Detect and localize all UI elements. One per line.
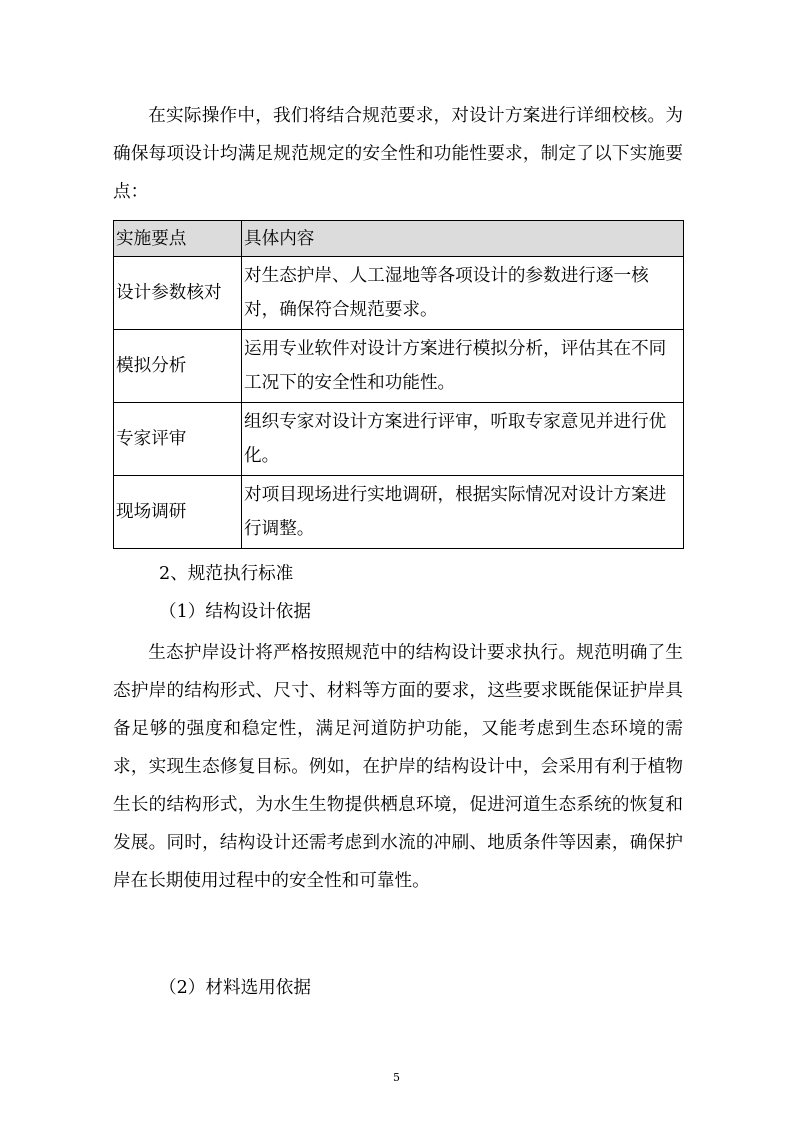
table-cell-content: 对生态护岸、人工湿地等各项设计的参数进行逐一核对，确保符合规范要求。 [242, 257, 684, 330]
table-header-cell: 实施要点 [114, 221, 242, 257]
table-cell-point: 模拟分析 [114, 330, 242, 403]
subsection-heading: （1）结构设计依据 [159, 602, 311, 622]
table-cell-point: 专家评审 [114, 403, 242, 476]
table-cell-content: 对项目现场进行实地调研，根据实际情况对设计方案进行调整。 [242, 476, 684, 549]
table-cell-content: 组织专家对设计方案进行评审，听取专家意见并进行优化。 [242, 403, 684, 476]
section-heading: 2、规范执行标准 [159, 564, 294, 584]
page-number: 5 [393, 1071, 400, 1084]
table-cell-content: 运用专业软件对设计方案进行模拟分析，评估其在不同工况下的安全性和功能性。 [242, 330, 684, 403]
table-row [114, 330, 684, 403]
subsection-heading: （2）材料选用依据 [159, 978, 311, 998]
table-cell-point: 现场调研 [114, 476, 242, 549]
table-row [114, 403, 684, 476]
table-header-row [114, 221, 684, 257]
table-row [114, 476, 684, 549]
body-paragraph: 生态护岸设计将严格按照规范中的结构设计要求执行。规范明确了生态护岸的结构形式、尺寸、材料等方面的要求，这些要求既能保证护岸具备足够的强度和稳定性，满足河道防护功能，又能考虑到生态环境的需求，实现生态修复目标。例如，在护岸的结构设计中，会采用有利于植物生长的结构形式，为水生生物提供栖息环境，促进河道生态系统的恢复和发展。同时，结构设计还需考虑到水流的冲刷、地质条件等因素，确保护岸在长期使用过程中的安全性和可靠性。 [113, 643, 683, 891]
intro-paragraph: 在实际操作中，我们将结合规范要求，对设计方案进行详细校核。为确保每项设计均满足规范规定的安全性和功能性要求，制定了以下实施要点： [113, 106, 683, 202]
implementation-points-table [113, 220, 684, 549]
table-row [114, 257, 684, 330]
table-header-cell: 具体内容 [242, 221, 684, 257]
table-cell-point: 设计参数核对 [114, 257, 242, 330]
